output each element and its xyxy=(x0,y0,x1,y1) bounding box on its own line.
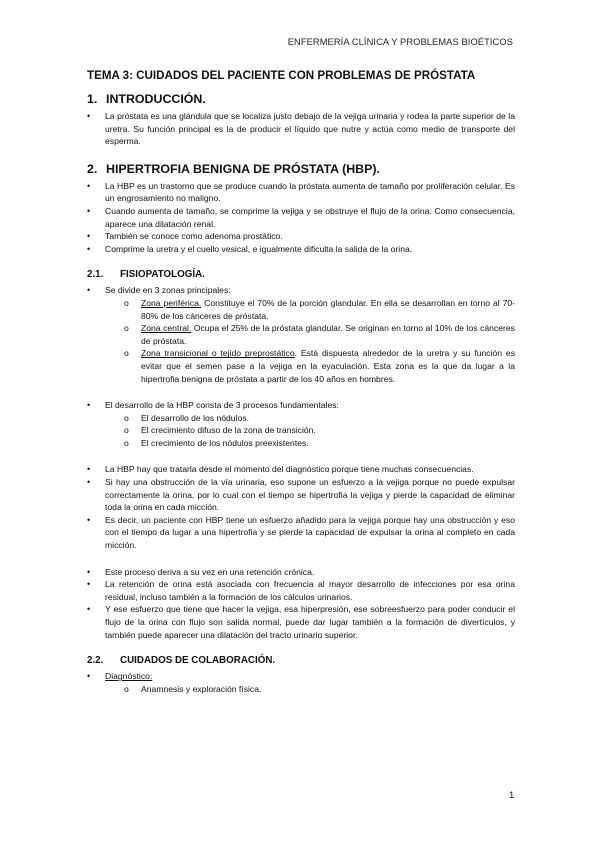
list-item: • La HBP hay que tratarla desde el momento del diagnóstico porque tiene muchas consecuencias. xyxy=(87,463,515,476)
page-number: 1 xyxy=(509,790,515,801)
zones-intro: Se divide en 3 zonas principales: xyxy=(105,285,231,296)
sub-list-item xyxy=(123,297,515,322)
document-title: TEMA 3: CUIDADOS DEL PACIENTE CON PROBLEMAS DE PRÓSTATA xyxy=(87,69,476,82)
diagnosis-sublist xyxy=(123,683,515,696)
list-item: • La próstata es una glándula que se localiza justo debajo de la vejiga urinaria y rodea la parte superior de la uretra. Su función principal es la de producir el líquido que nutre y actúa como medio de transporte del esperma. xyxy=(87,110,515,148)
processes-intro: El desarrollo de la HBP consta de 3 procesos fundamentales: xyxy=(105,400,339,411)
section-title: INTRODUCCIÓN. xyxy=(106,92,206,106)
consequences-list xyxy=(87,463,515,551)
zones-list xyxy=(87,284,515,385)
zone-text: . Está dispuesta alrededor de la uretra y su función es evitar que el semen pase a la vejiga en la eyaculación. Esta zona es la que da lugar a la hipertrofia benigna de próstata a partir de los 40 años en hombres. xyxy=(141,348,516,384)
processes-list xyxy=(87,399,515,449)
list-item xyxy=(87,399,515,449)
section-number: 2. xyxy=(87,161,98,176)
retention-list xyxy=(87,566,515,642)
page-content xyxy=(87,69,515,695)
list-item: • La retención de orina está asociada con frecuencia al mayor desarrollo de infecciones por esa orina residual, incluso también a la formación de los cálculos urinarios. xyxy=(87,578,515,603)
sub-list-item: o El desarrollo de los nódulos. xyxy=(123,412,515,425)
sub-list-item xyxy=(123,322,515,347)
list-item: • La HBP es un trastorno que se produce cuando la próstata aumenta de tamaño por proliferación celular. Es un engrosamiento no maligno. xyxy=(87,180,515,205)
list-item: • Si hay una obstrucción de la vía urinaria, eso supone un esfuerzo a la vejiga porque no puede expulsar correctamente la orina, por lo cual con el tiempo se hipertrofia la vejiga y pierde la capacidad de eliminar toda la orina en cada micción. xyxy=(87,476,515,514)
list-item: • Y ese esfuerzo que tiene que hacer la vejiga, esa hiperpresión, ese sobreesfuerzo para poder conducir el flujo de la orina con flujo son salida normal, puede dar lugar también a la formación de divertículos, y también puede aparecer una dilatación del tracto urinario superior. xyxy=(87,603,515,641)
sub-list-item xyxy=(123,347,515,385)
processes-sublist xyxy=(123,412,515,450)
zone-name: Zona central. xyxy=(141,323,192,334)
zone-name: Zona periférica. xyxy=(141,297,202,308)
sub-list-item: o El crecimiento de los nódulos preexistentes. xyxy=(123,437,515,450)
section-title: HIPERTROFIA BENIGNA DE PRÓSTATA (HBP). xyxy=(106,161,380,176)
section-2-list xyxy=(87,180,515,256)
running-header: ENFERMERÍA CLÍNICA Y PROBLEMAS BIOÉTICOS xyxy=(287,37,513,47)
list-item: • También se conoce como adenoma prostático. xyxy=(87,230,515,243)
subsection-number: 2.1. xyxy=(87,269,104,281)
list-item: • Comprime la uretra y el cuello vesical, e igualmente dificulta la salida de la orina. xyxy=(87,243,515,256)
sub-list-item: o El crecimiento difuso de la zona de transición. xyxy=(123,424,515,437)
list-item: • Es decir, un paciente con HBP tiene un esfuerzo añadido para la vejiga porque hay una obstrucción y eso con el tiempo da lugar a una hipertrofia y se pierde la capacidad de expulsar la orina al completo en cada micción. xyxy=(87,514,515,552)
subsection-2-2-heading xyxy=(87,655,515,666)
care-list xyxy=(87,670,515,695)
subsection-title: FISIOPATOLOGÍA. xyxy=(120,269,205,281)
zone-name: Zona transicional o tejido preprostático xyxy=(141,348,295,359)
section-1-heading xyxy=(87,92,515,106)
list-item: • Cuando aumenta de tamaño, se comprime la vejiga y se obstruye el flujo de la orina. Como consecuencia, aparece una dilatación renal. xyxy=(87,205,515,230)
list-item xyxy=(87,670,515,695)
section-2-heading xyxy=(87,162,515,176)
zone-text: Constituye el 70% de la porción glandular. En ella se desarrollan en torno al 70-80% de los cánceres de próstata. xyxy=(141,297,515,321)
sub-list-item: o Anamnesis y exploración física. xyxy=(123,683,515,696)
subsection-2-1-heading xyxy=(87,269,515,280)
section-number: 1. xyxy=(87,92,98,106)
zones-sublist xyxy=(123,297,515,385)
list-item: • Este proceso deriva a su vez en una retención crónica. xyxy=(87,566,515,579)
zone-text: Ocupa el 25% de la próstata glandular. Se originan en torno al 10% de los cánceres de próstata. xyxy=(141,323,515,346)
diagnosis-label: Diagnóstico: xyxy=(105,671,153,682)
subsection-number: 2.2. xyxy=(87,655,104,667)
list-item xyxy=(87,284,515,385)
section-1-list xyxy=(87,110,515,148)
subsection-title: CUIDADOS DE COLABORACIÓN. xyxy=(120,655,276,667)
